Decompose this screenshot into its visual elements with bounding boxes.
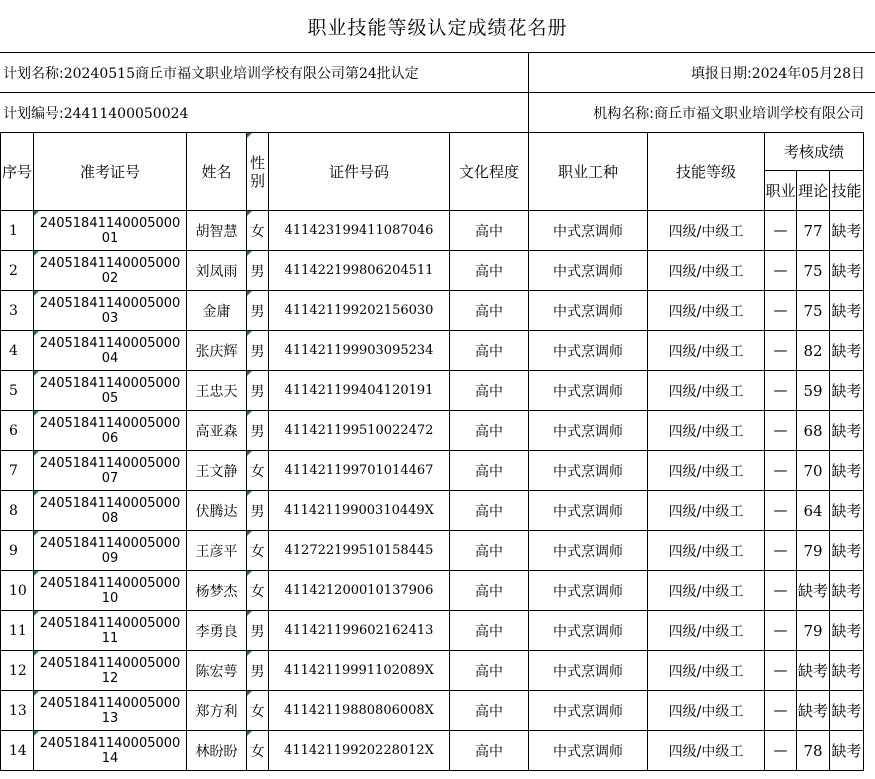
row-level: 四级/中级工 bbox=[648, 571, 765, 611]
row-level: 四级/中级工 bbox=[648, 331, 765, 371]
row-ticket: 2405184114000500013 bbox=[34, 691, 187, 731]
row-id: 411421199202156030 bbox=[269, 291, 450, 331]
row-score-occupation: — bbox=[765, 731, 797, 771]
row-edu: 高中 bbox=[450, 451, 529, 491]
row-score-skill: 缺考 bbox=[830, 571, 864, 611]
col-header-edu: 文化程度 bbox=[450, 133, 529, 211]
row-edu: 高中 bbox=[450, 611, 529, 651]
row-seq: 9 bbox=[1, 531, 34, 571]
row-job: 中式烹调师 bbox=[529, 531, 648, 571]
row-edu: 高中 bbox=[450, 491, 529, 531]
plan-name-row bbox=[0, 52, 875, 92]
row-score-skill: 缺考 bbox=[830, 331, 864, 371]
row-gender: 男 bbox=[247, 371, 269, 411]
row-id: 41142119880806008X bbox=[269, 691, 450, 731]
divider bbox=[528, 53, 529, 92]
row-score-skill: 缺考 bbox=[830, 211, 864, 251]
row-score-theory: 70 bbox=[797, 451, 830, 491]
table-row bbox=[1, 291, 864, 331]
report-date bbox=[691, 63, 865, 83]
row-gender: 女 bbox=[247, 531, 269, 571]
org-name-label: 机构名称: bbox=[593, 105, 654, 122]
table-row bbox=[1, 531, 864, 571]
row-gender: 男 bbox=[247, 491, 269, 531]
plan-name bbox=[3, 63, 419, 83]
row-job: 中式烹调师 bbox=[529, 211, 648, 251]
table-row bbox=[1, 651, 864, 691]
row-ticket: 2405184114000500010 bbox=[34, 571, 187, 611]
row-seq: 12 bbox=[1, 651, 34, 691]
col-header-scores: 考核成绩 bbox=[765, 133, 864, 171]
row-id: 411421199701014467 bbox=[269, 451, 450, 491]
row-score-occupation: — bbox=[765, 251, 797, 291]
row-score-occupation: — bbox=[765, 331, 797, 371]
row-name: 陈宏萼 bbox=[187, 651, 247, 691]
row-score-skill: 缺考 bbox=[830, 451, 864, 491]
col-header-seq: 序号 bbox=[1, 133, 34, 211]
row-seq: 2 bbox=[1, 251, 34, 291]
row-gender: 男 bbox=[247, 291, 269, 331]
row-seq: 14 bbox=[1, 731, 34, 771]
page-title: 职业技能等级认定成绩花名册 bbox=[307, 16, 568, 39]
row-gender: 男 bbox=[247, 251, 269, 291]
row-job: 中式烹调师 bbox=[529, 651, 648, 691]
row-name: 李勇良 bbox=[187, 611, 247, 651]
row-level: 四级/中级工 bbox=[648, 411, 765, 451]
row-edu: 高中 bbox=[450, 651, 529, 691]
row-seq: 11 bbox=[1, 611, 34, 651]
row-score-skill: 缺考 bbox=[830, 731, 864, 771]
row-ticket: 2405184114000500008 bbox=[34, 491, 187, 531]
row-seq: 10 bbox=[1, 571, 34, 611]
roster-table bbox=[0, 132, 864, 771]
row-id: 411421199404120191 bbox=[269, 371, 450, 411]
row-gender: 男 bbox=[247, 411, 269, 451]
row-ticket: 2405184114000500006 bbox=[34, 411, 187, 451]
row-job: 中式烹调师 bbox=[529, 331, 648, 371]
row-job: 中式烹调师 bbox=[529, 291, 648, 331]
row-score-occupation: — bbox=[765, 371, 797, 411]
row-gender: 男 bbox=[247, 611, 269, 651]
row-seq: 5 bbox=[1, 371, 34, 411]
row-name: 高亚森 bbox=[187, 411, 247, 451]
col-header-name: 姓名 bbox=[187, 133, 247, 211]
plan-name-label: 计划名称: bbox=[3, 65, 64, 82]
row-score-theory: 缺考 bbox=[797, 651, 830, 691]
row-score-theory: 79 bbox=[797, 531, 830, 571]
row-name: 伏腾达 bbox=[187, 491, 247, 531]
row-id: 412722199510158445 bbox=[269, 531, 450, 571]
row-edu: 高中 bbox=[450, 531, 529, 571]
col-header-job: 职业工种 bbox=[529, 133, 648, 211]
row-ticket: 2405184114000500003 bbox=[34, 291, 187, 331]
row-score-occupation: — bbox=[765, 451, 797, 491]
table-row bbox=[1, 331, 864, 371]
row-edu: 高中 bbox=[450, 291, 529, 331]
row-job: 中式烹调师 bbox=[529, 611, 648, 651]
row-score-theory: 78 bbox=[797, 731, 830, 771]
row-score-theory: 64 bbox=[797, 491, 830, 531]
plan-code-value: 24411400050024 bbox=[63, 105, 189, 122]
row-id: 411423199411087046 bbox=[269, 211, 450, 251]
row-id: 411421200010137906 bbox=[269, 571, 450, 611]
row-level: 四级/中级工 bbox=[648, 491, 765, 531]
row-gender: 女 bbox=[247, 731, 269, 771]
row-score-occupation: — bbox=[765, 571, 797, 611]
row-name: 林盼盼 bbox=[187, 731, 247, 771]
row-score-theory: 59 bbox=[797, 371, 830, 411]
row-score-occupation: — bbox=[765, 291, 797, 331]
row-ticket: 2405184114000500001 bbox=[34, 211, 187, 251]
row-name: 张庆辉 bbox=[187, 331, 247, 371]
plan-code bbox=[3, 103, 188, 123]
table-row bbox=[1, 211, 864, 251]
row-name: 王忠天 bbox=[187, 371, 247, 411]
row-level: 四级/中级工 bbox=[648, 731, 765, 771]
row-name: 刘凤雨 bbox=[187, 251, 247, 291]
org-name bbox=[593, 103, 864, 123]
row-edu: 高中 bbox=[450, 251, 529, 291]
row-level: 四级/中级工 bbox=[648, 371, 765, 411]
row-edu: 高中 bbox=[450, 731, 529, 771]
row-ticket: 2405184114000500005 bbox=[34, 371, 187, 411]
row-job: 中式烹调师 bbox=[529, 731, 648, 771]
row-score-theory: 缺考 bbox=[797, 571, 830, 611]
row-id: 411421199602162413 bbox=[269, 611, 450, 651]
row-name: 郑方利 bbox=[187, 691, 247, 731]
row-seq: 3 bbox=[1, 291, 34, 331]
row-level: 四级/中级工 bbox=[648, 451, 765, 491]
row-ticket: 2405184114000500009 bbox=[34, 531, 187, 571]
col-header-score-theory: 理论 bbox=[797, 171, 830, 211]
row-seq: 1 bbox=[1, 211, 34, 251]
row-name: 胡智慧 bbox=[187, 211, 247, 251]
table-row bbox=[1, 571, 864, 611]
row-id: 41142119991102089X bbox=[269, 651, 450, 691]
row-name: 王文静 bbox=[187, 451, 247, 491]
row-gender: 男 bbox=[247, 651, 269, 691]
table-body bbox=[1, 211, 864, 771]
row-level: 四级/中级工 bbox=[648, 611, 765, 651]
row-score-skill: 缺考 bbox=[830, 651, 864, 691]
row-ticket: 2405184114000500007 bbox=[34, 451, 187, 491]
table-row bbox=[1, 691, 864, 731]
row-edu: 高中 bbox=[450, 211, 529, 251]
row-score-theory: 68 bbox=[797, 411, 830, 451]
row-score-theory: 77 bbox=[797, 211, 830, 251]
report-date-label: 填报日期: bbox=[691, 65, 752, 82]
table-row bbox=[1, 491, 864, 531]
row-job: 中式烹调师 bbox=[529, 251, 648, 291]
row-score-theory: 79 bbox=[797, 611, 830, 651]
col-header-score-skill: 技能 bbox=[830, 171, 864, 211]
row-name: 王彦平 bbox=[187, 531, 247, 571]
col-header-score-occupation: 职业 bbox=[765, 171, 797, 211]
row-job: 中式烹调师 bbox=[529, 571, 648, 611]
row-id: 41142119920228012X bbox=[269, 731, 450, 771]
row-score-skill: 缺考 bbox=[830, 411, 864, 451]
row-level: 四级/中级工 bbox=[648, 211, 765, 251]
row-level: 四级/中级工 bbox=[648, 251, 765, 291]
row-gender: 女 bbox=[247, 211, 269, 251]
row-edu: 高中 bbox=[450, 371, 529, 411]
row-id: 41142119900310449X bbox=[269, 491, 450, 531]
row-score-skill: 缺考 bbox=[830, 491, 864, 531]
row-job: 中式烹调师 bbox=[529, 371, 648, 411]
row-score-skill: 缺考 bbox=[830, 611, 864, 651]
row-gender: 女 bbox=[247, 451, 269, 491]
row-score-occupation: — bbox=[765, 531, 797, 571]
row-score-skill: 缺考 bbox=[830, 291, 864, 331]
row-level: 四级/中级工 bbox=[648, 291, 765, 331]
row-job: 中式烹调师 bbox=[529, 451, 648, 491]
row-score-theory: 75 bbox=[797, 251, 830, 291]
row-job: 中式烹调师 bbox=[529, 691, 648, 731]
row-ticket: 2405184114000500012 bbox=[34, 651, 187, 691]
divider bbox=[528, 93, 529, 132]
row-score-occupation: — bbox=[765, 491, 797, 531]
row-seq: 6 bbox=[1, 411, 34, 451]
col-header-id: 证件号码 bbox=[269, 133, 450, 211]
row-ticket: 2405184114000500014 bbox=[34, 731, 187, 771]
row-seq: 8 bbox=[1, 491, 34, 531]
row-job: 中式烹调师 bbox=[529, 491, 648, 531]
row-score-occupation: — bbox=[765, 611, 797, 651]
table-row bbox=[1, 611, 864, 651]
table-row bbox=[1, 451, 864, 491]
plan-code-label: 计划编号: bbox=[3, 105, 64, 122]
row-score-skill: 缺考 bbox=[830, 251, 864, 291]
row-ticket: 2405184114000500002 bbox=[34, 251, 187, 291]
row-level: 四级/中级工 bbox=[648, 691, 765, 731]
plan-name-value: 20240515商丘市福文职业培训学校有限公司第24批认定 bbox=[63, 65, 419, 82]
col-header-ticket: 准考证号 bbox=[34, 133, 187, 211]
row-seq: 4 bbox=[1, 331, 34, 371]
row-score-skill: 缺考 bbox=[830, 371, 864, 411]
row-ticket: 2405184114000500011 bbox=[34, 611, 187, 651]
row-seq: 13 bbox=[1, 691, 34, 731]
row-score-theory: 缺考 bbox=[797, 691, 830, 731]
row-gender: 男 bbox=[247, 331, 269, 371]
row-name: 杨梦杰 bbox=[187, 571, 247, 611]
row-score-occupation: — bbox=[765, 651, 797, 691]
plan-code-row bbox=[0, 92, 875, 132]
row-edu: 高中 bbox=[450, 411, 529, 451]
org-name-value: 商丘市福文职业培训学校有限公司 bbox=[654, 105, 864, 122]
row-edu: 高中 bbox=[450, 691, 529, 731]
row-id: 411421199903095234 bbox=[269, 331, 450, 371]
table-row bbox=[1, 731, 864, 771]
row-score-theory: 75 bbox=[797, 291, 830, 331]
row-id: 411422199806204511 bbox=[269, 251, 450, 291]
row-edu: 高中 bbox=[450, 571, 529, 611]
row-seq: 7 bbox=[1, 451, 34, 491]
col-header-level: 技能等级 bbox=[648, 133, 765, 211]
row-gender: 女 bbox=[247, 691, 269, 731]
row-name: 金庸 bbox=[187, 291, 247, 331]
row-level: 四级/中级工 bbox=[648, 531, 765, 571]
row-edu: 高中 bbox=[450, 331, 529, 371]
row-id: 411421199510022472 bbox=[269, 411, 450, 451]
row-job: 中式烹调师 bbox=[529, 411, 648, 451]
header-row bbox=[1, 133, 864, 171]
table-row bbox=[1, 371, 864, 411]
row-score-occupation: — bbox=[765, 411, 797, 451]
col-header-gender: 性别 bbox=[247, 133, 269, 211]
row-gender: 女 bbox=[247, 571, 269, 611]
table-row bbox=[1, 411, 864, 451]
row-ticket: 2405184114000500004 bbox=[34, 331, 187, 371]
report-date-value: 2024年05月28日 bbox=[751, 65, 865, 82]
table-row bbox=[1, 251, 864, 291]
row-score-occupation: — bbox=[765, 691, 797, 731]
row-score-skill: 缺考 bbox=[830, 691, 864, 731]
row-score-occupation: — bbox=[765, 211, 797, 251]
row-score-skill: 缺考 bbox=[830, 531, 864, 571]
row-level: 四级/中级工 bbox=[648, 651, 765, 691]
row-score-theory: 82 bbox=[797, 331, 830, 371]
